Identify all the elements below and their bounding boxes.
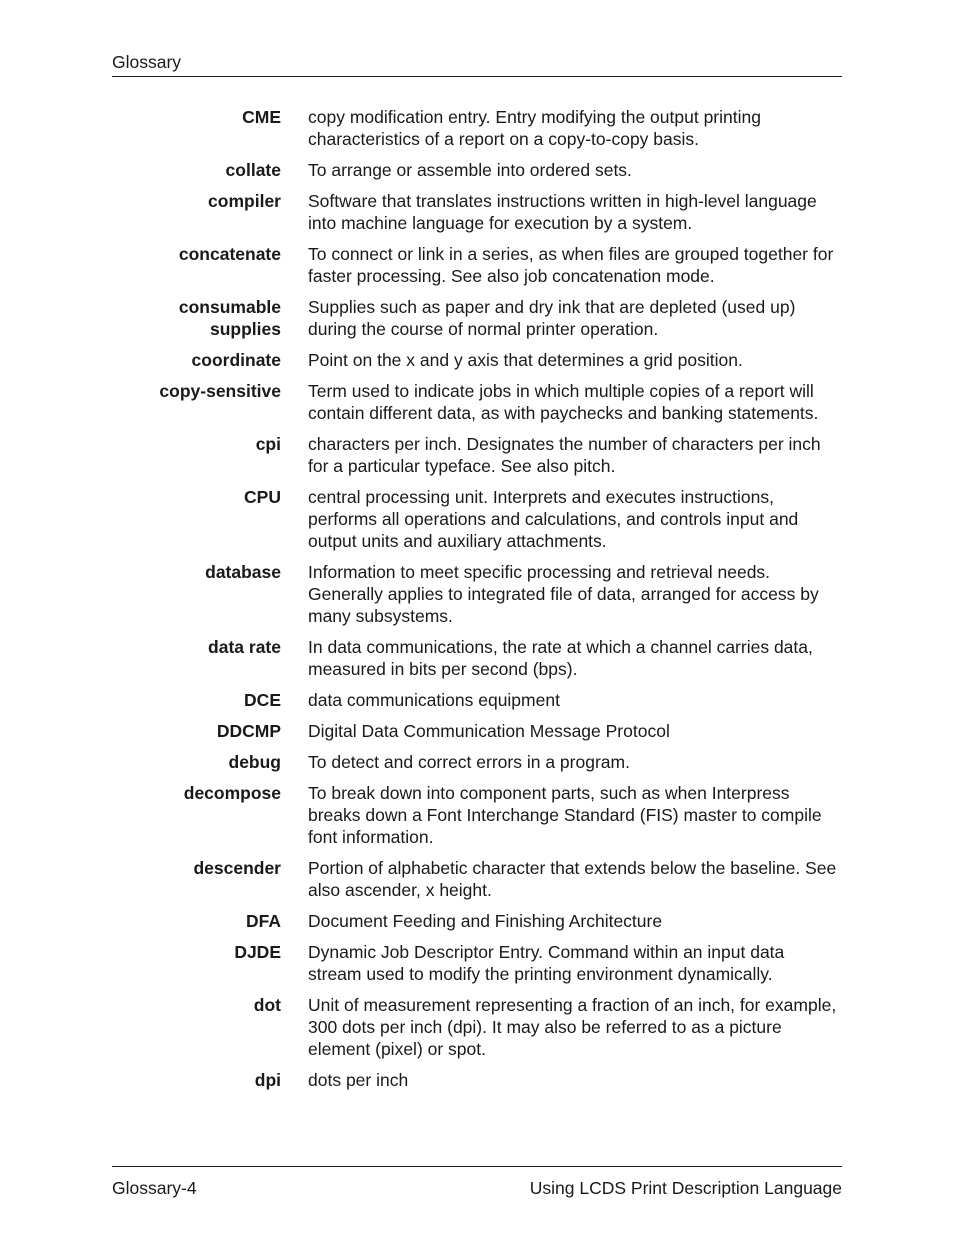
- footer-rule: [112, 1166, 842, 1167]
- glossary-entry: [112, 159, 842, 181]
- running-header: Glossary: [112, 52, 182, 72]
- glossary-entry: [112, 561, 842, 627]
- glossary-definition: characters per inch. Designates the number of characters per inch for a particular typeface. See also pitch.: [308, 434, 821, 476]
- glossary-entry: [112, 349, 842, 371]
- glossary-term: concatenate: [178, 244, 281, 264]
- glossary-definition: dots per inch: [308, 1070, 409, 1090]
- glossary-definition: To detect and correct errors in a program.: [308, 752, 630, 772]
- glossary-term: cpi: [255, 434, 281, 454]
- glossary-definition: Point on the x and y axis that determines a grid position.: [308, 350, 743, 370]
- glossary-entry: [112, 751, 842, 773]
- glossary-term: DDCMP: [216, 721, 281, 741]
- glossary-definition: Digital Data Communication Message Protocol: [308, 721, 670, 741]
- glossary-entry: [112, 689, 842, 711]
- glossary-entry: [112, 720, 842, 742]
- glossary-definition: Term used to indicate jobs in which multiple copies of a report will contain different data, as with paychecks and banking statements.: [308, 381, 819, 423]
- page-number: Glossary-4: [112, 1178, 197, 1198]
- glossary-entry: [112, 1069, 842, 1091]
- glossary-definition: Supplies such as paper and dry ink that are depleted (used up) during the course of normal printer operation.: [308, 297, 796, 339]
- glossary-term: decompose: [183, 783, 281, 803]
- glossary-term: data rate: [208, 637, 281, 657]
- glossary-definition: Software that translates instructions written in high-level language into machine language for execution by a system.: [308, 191, 817, 233]
- glossary-entry: [112, 941, 842, 985]
- glossary-entry: [112, 190, 842, 234]
- glossary-definition: Information to meet specific processing and retrieval needs. Generally applies to integrated file of data, arranged for access by many subsystems.: [308, 562, 819, 626]
- glossary-term: collate: [225, 160, 281, 180]
- glossary-definition: To break down into component parts, such as when Interpress breaks down a Font Interchange Standard (FIS) master to compile font information.: [308, 783, 822, 847]
- glossary-list: [112, 106, 842, 1100]
- glossary-term: database: [205, 562, 281, 582]
- glossary-term: descender: [193, 858, 281, 878]
- glossary-entry: [112, 486, 842, 552]
- glossary-definition: In data communications, the rate at which a channel carries data, measured in bits per second (bps).: [308, 637, 813, 679]
- glossary-definition: data communications equipment: [308, 690, 560, 710]
- glossary-definition: Document Feeding and Finishing Architecture: [308, 911, 663, 931]
- glossary-definition: central processing unit. Interprets and executes instructions, performs all operations and calculations, and controls input and output units and auxiliary attachments.: [308, 487, 799, 551]
- glossary-entry: [112, 782, 842, 848]
- glossary-term: copy-sensitive: [159, 381, 281, 401]
- glossary-term: DCE: [244, 690, 281, 710]
- glossary-term: dot: [253, 995, 281, 1015]
- glossary-term: coordinate: [191, 350, 281, 370]
- glossary-entry: [112, 433, 842, 477]
- document-title: Using LCDS Print Description Language: [529, 1178, 842, 1198]
- glossary-term: CPU: [244, 487, 281, 507]
- glossary-definition: Dynamic Job Descriptor Entry. Command within an input data stream used to modify the printing environment dynamically.: [308, 942, 785, 984]
- glossary-definition: To arrange or assemble into ordered sets.: [308, 160, 632, 180]
- glossary-definition: copy modification entry. Entry modifying the output printing characteristics of a report on a copy-to-copy basis.: [308, 107, 761, 149]
- glossary-term: DFA: [246, 911, 281, 931]
- glossary-term: consumable supplies: [178, 297, 281, 339]
- glossary-term: debug: [228, 752, 281, 772]
- glossary-definition: Portion of alphabetic character that extends below the baseline. See also ascender, x height.: [308, 858, 837, 900]
- glossary-entry: [112, 994, 842, 1060]
- glossary-definition: Unit of measurement representing a fraction of an inch, for example, 300 dots per inch (dpi). It may also be referred to as a picture element (pixel) or spot.: [308, 995, 837, 1059]
- glossary-entry: [112, 296, 842, 340]
- glossary-entry: [112, 857, 842, 901]
- header-rule: [112, 76, 842, 77]
- glossary-term: CME: [242, 107, 281, 127]
- glossary-entry: [112, 380, 842, 424]
- glossary-term: compiler: [208, 191, 281, 211]
- glossary-term: DJDE: [234, 942, 281, 962]
- glossary-entry: [112, 910, 842, 932]
- glossary-term: dpi: [254, 1070, 281, 1090]
- glossary-entry: [112, 636, 842, 680]
- glossary-entry: [112, 106, 842, 150]
- glossary-entry: [112, 243, 842, 287]
- glossary-definition: To connect or link in a series, as when files are grouped together for faster processing. See also job concatenation mode.: [308, 244, 834, 286]
